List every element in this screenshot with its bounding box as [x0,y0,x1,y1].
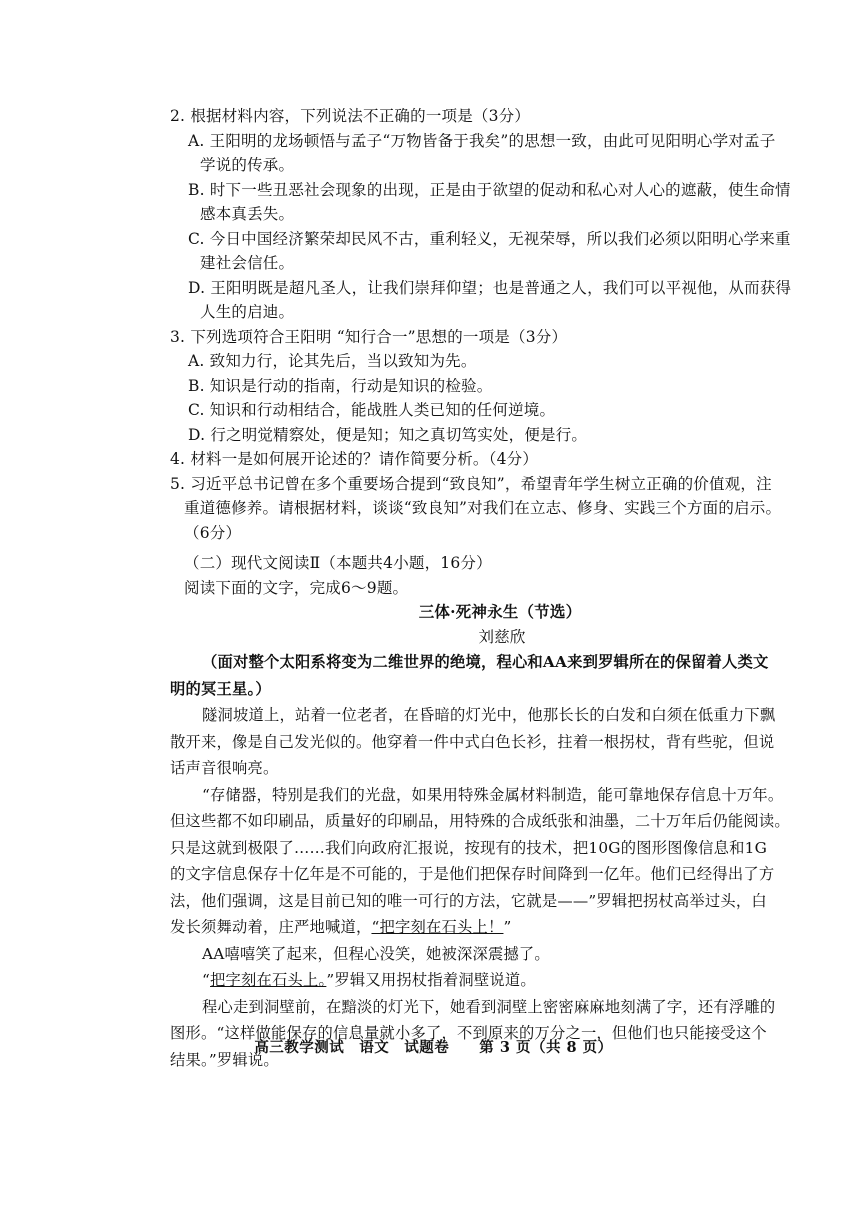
paragraph-1-line-2: 散开来，像是自己发光似的。他穿着一件中式白色长衫，拄着一根拐杖，背有些驼，但说 [170,732,775,751]
question-5-line-2: 重道德修养。请根据材料，谈谈“致良知”对我们在立志、修身、实践三个方面的启示。 [184,499,782,517]
question-4-stem: 4. 材料一是如何展开论述的？请作简要分析。（4分） [170,450,539,468]
opening-quote-mark: “ [202,971,211,989]
question-2-option-c: C. 今日中国经济繁荣却民风不古，重利轻义，无视荣辱，所以我们必须以阳明心学来重 [188,229,791,248]
section-instruction: 阅读下面的文字，完成6～9题。 [184,578,409,597]
underlined-quote: “把字刻在石头上！ [371,918,504,936]
paragraph-5-line-3: 结果。”罗辑说。 [170,1050,279,1069]
paragraph-2-line-3: 只是这就到极限了……我们向政府汇报说，按现有的技术，把10G的图形图像信息和1G [170,838,768,857]
section-heading: （二）现代文阅读Ⅱ（本题共4小题，16分） [184,554,492,572]
passage-intro-line-1: （面对整个太阳系将变为二维世界的绝境，程心和AA来到罗辑所在的保留着人类文 [202,653,769,671]
question-2-option-a-cont: 学说的传承。 [200,156,295,174]
question-5-line-3: （6分） [184,523,242,542]
question-2-option-a: A. 王阳明的龙场顿悟与孟子“万物皆备于我矣”的思想一致，由此可见阳明心学对孟子 [188,131,776,150]
question-3-option-a: A. 致知力行，论其先后，当以致知为先。 [188,352,477,370]
passage-intro-line-2: 明的冥王星。） [170,679,271,698]
paragraph-1-line-3: 话声音很响亮。 [170,759,279,777]
closing-quote-mark: ” [503,918,512,936]
paragraph-3: AA嘻嘻笑了起来，但程心没笑，她被深深震撼了。 [202,944,550,963]
question-2-option-b-cont: 感本真丢失。 [200,205,295,223]
paragraph-5-line-1: 程心走到洞壁前，在黯淡的灯光下，她看到洞壁上密密麻麻地刻满了字，还有浮雕的 [202,997,776,1016]
question-5-line-1: 5. 习近平总书记曾在多个重要场合提到“致良知”，希望青年学生树立正确的价值观，注 [170,474,772,493]
question-2-option-c-cont: 建社会信任。 [200,254,295,272]
underlined-phrase: 把字刻在石头上。 [210,971,327,989]
question-2-option-b: B. 时下一些丑恶社会现象的出现，正是由于欲望的促动和私心对人心的遮蔽，使生命情 [188,180,791,199]
paragraph-5-line-2: 图形。“这样做能保存的信息量就小多了，不到原来的万分之一，但他们也只能接受这个 [170,1024,767,1042]
question-3-option-d: D. 行之明觉精察处，便是知；知之真切笃实处，便是行。 [188,425,588,444]
question-2-stem: 2. 根据材料内容，下列说法不正确的一项是（3分） [170,107,531,125]
page-footer: 高三教学测试 语文 试题卷 第 3 页（共 8 页） [254,1039,613,1056]
passage-author: 刘慈欣 [478,627,526,646]
paragraph-4-text: ”罗辑又用拐杖指着洞壁说道。 [326,971,536,989]
question-3-option-b: B. 知识是行动的指南，行动是知识的检验。 [188,376,493,395]
passage-title: 三体·死神永生（节选） [418,602,582,621]
paragraph-2-line-1: “存储器，特别是我们的光盘，如果用特殊金属材料制造，能可靠地保存信息十万年。 [202,785,784,804]
paragraph-2-line-5: 法，他们强调，这是目前已知的唯一可行的方法，它就是——”罗辑把拐杖高举过头，白 [170,891,767,910]
paragraph-2-line-6-text: 发长须舞动着，庄严地喊道， [170,918,372,936]
page-content [170,104,810,1073]
paragraph-2-line-4: 的文字信息保存十亿年是不可能的，于是他们把保存时间降到一亿年。他们已经得出了方 [170,865,775,883]
question-3-stem: 3. 下列选项符合王阳明 “知行合一”思想的一项是（3分） [170,327,568,346]
question-2-option-d-cont: 人生的启迪。 [200,303,295,321]
paragraph-2-line-6 [170,914,810,941]
question-3-option-c: C. 知识和行动相结合，能战胜人类已知的任何逆境。 [188,401,556,419]
question-2-option-d: D. 王阳明既是超凡圣人，让我们崇拜仰望；也是普通之人，我们可以平视他，从而获得 [188,278,792,297]
paragraph-2-line-2: 但这些都不如印刷品，质量好的印刷品，用特殊的合成纸张和油墨，二十万年后仍能阅读。 [170,812,790,830]
paragraph-1-line-1: 隧洞坡道上，站着一位老者，在昏暗的灯光中，他那长长的白发和白须在低重力下飘 [202,706,776,724]
paragraph-4 [202,967,810,994]
